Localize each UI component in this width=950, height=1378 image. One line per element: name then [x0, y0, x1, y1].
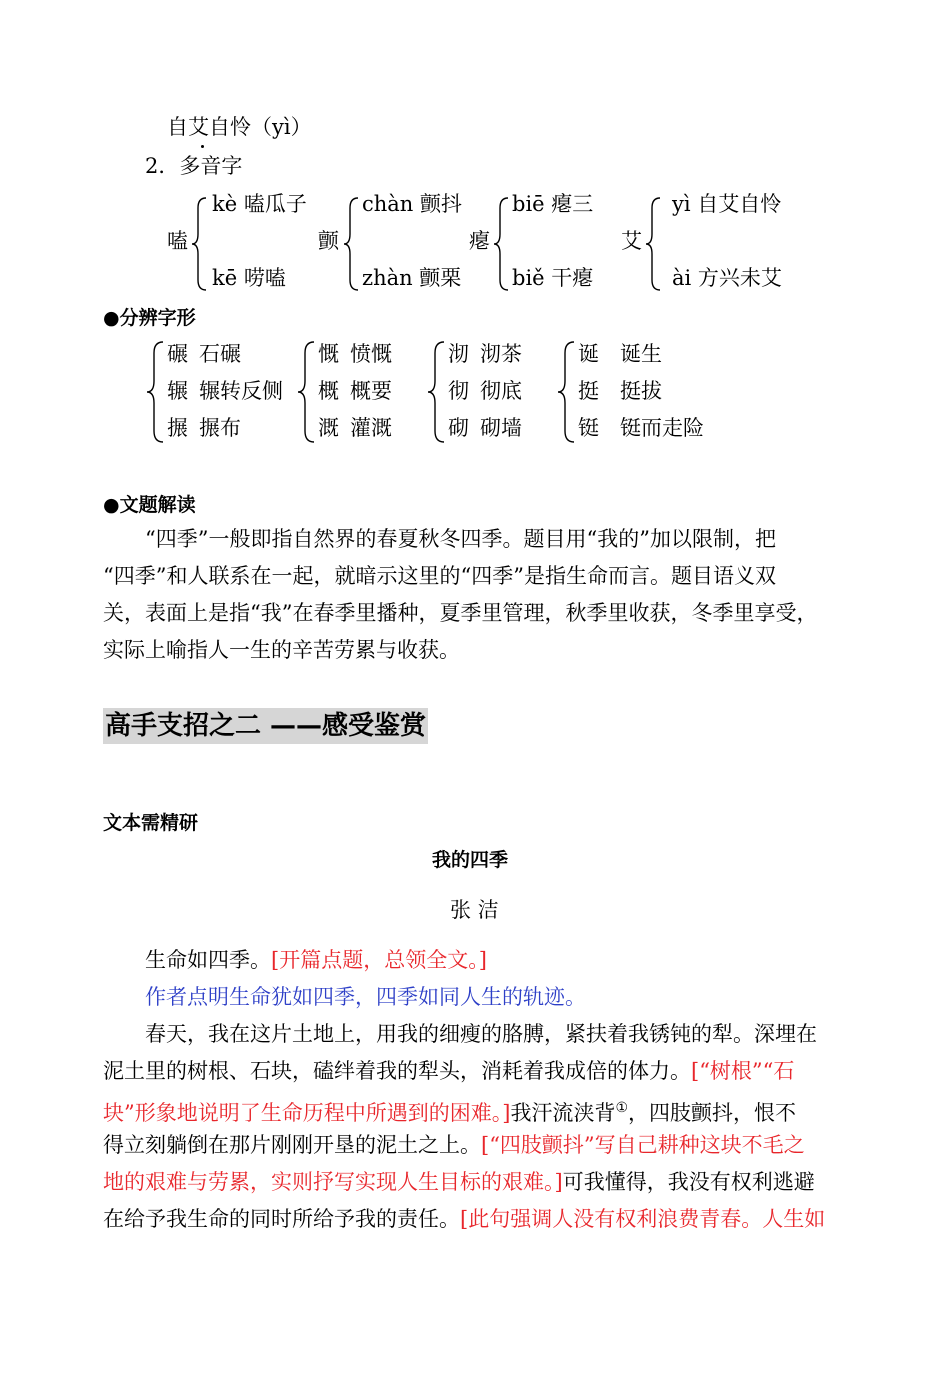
brace-icon — [556, 340, 576, 444]
emphasis-dot — [201, 145, 204, 148]
shape-char: 挺 — [578, 379, 599, 403]
text-run: 春天，我在这片土地上，用我的细瘦的胳膊，紧扶着我锈钝的犁。深埋在 — [145, 1022, 817, 1046]
footnote-marker[interactable]: ① — [615, 1100, 628, 1116]
shape-char: 辗 — [167, 379, 188, 403]
polyphone-reading: zhàn 颤栗 — [362, 266, 462, 290]
shape-word: 石碾 — [199, 342, 241, 366]
annotation-run: [开篇点题，总领全文。] — [271, 948, 487, 972]
brace-icon — [644, 196, 662, 292]
shape-word: 沏茶 — [480, 342, 522, 366]
shape-char: 搌 — [167, 416, 188, 440]
article-line — [103, 1164, 853, 1201]
shape-word: 铤而走险 — [620, 416, 704, 440]
text-run: 生命如四季。 — [145, 948, 271, 972]
shape-char: 沏 — [448, 342, 469, 366]
shape-char: 慨 — [318, 342, 339, 366]
brace-icon — [342, 196, 360, 292]
paragraph-line: 关，表面上是指“我”在春季里播种，夏季里管理，秋季里收获，冬季里享受， — [103, 601, 818, 625]
polyphone-reading: kè 嗑瓜子 — [212, 192, 307, 216]
shape-word: 挺拔 — [620, 379, 662, 403]
shape-word: 彻底 — [480, 379, 522, 403]
shape-char: 砌 — [448, 416, 469, 440]
shape-word: 灌溉 — [350, 416, 392, 440]
shape-word: 砌墙 — [480, 416, 522, 440]
text-run: 可我懂得，我没有权利逃避 — [562, 1170, 815, 1194]
article-line — [103, 1201, 853, 1238]
paragraph-line: “四季”和人联系在一起，就暗示这里的“四季”是指生命而言。题目语义双 — [103, 564, 776, 588]
polyphone-reading: chàn 颤抖 — [362, 192, 463, 216]
paragraph-line: 实际上喻指人一生的辛苦劳累与收获。 — [103, 638, 460, 662]
shape-char: 铤 — [578, 416, 599, 440]
shape-word: 诞生 — [620, 342, 662, 366]
shape-char: 诞 — [578, 342, 599, 366]
section-banner: 高手支招之二 ——感受鉴赏 — [103, 708, 428, 744]
brace-icon — [296, 340, 316, 444]
article-line — [103, 1090, 853, 1127]
brace-icon — [145, 340, 165, 444]
title-read-paragraph — [103, 521, 853, 669]
annotation-run: 地的艰难与劳累，实则抒写实现人生目标的艰难。] — [103, 1170, 563, 1194]
polyphone-char: 嗑 — [167, 229, 188, 253]
annotation-run: 块”形象地说明了生命历程中所遇到的困难。] — [103, 1101, 511, 1125]
article-line — [103, 1016, 853, 1053]
article-author: 张 洁 — [450, 898, 499, 922]
text-run: 泥土里的树根、石块，磕绊着我的犁头，消耗着我成倍的体力。 — [103, 1059, 691, 1083]
shape-char: 彻 — [448, 379, 469, 403]
shape-word: 概要 — [350, 379, 392, 403]
paragraph-line: “四季”一般即指自然界的春夏秋冬四季。题目用“我的”加以限制，把 — [145, 527, 776, 551]
section-heading-title-read: ●文题解读 — [103, 494, 196, 516]
polyphone-reading: yì 自艾自怜 — [672, 192, 782, 216]
polyphone-char: 艾 — [621, 229, 642, 253]
brace-icon — [190, 196, 208, 292]
polyphone-heading: 2．多音字 — [145, 154, 243, 178]
annotation-run: [“树根”“石 — [691, 1059, 795, 1083]
shape-char: 概 — [318, 379, 339, 403]
polyphone-char: 颤 — [318, 229, 339, 253]
annotation-run: [此句强调人没有权利浪费青春。人生如 — [460, 1207, 826, 1231]
shape-word: 搌布 — [199, 416, 241, 440]
section-heading-shape: ●分辨字形 — [103, 307, 196, 329]
shape-word: 辗转反侧 — [199, 379, 283, 403]
polyphone-char: 瘪 — [469, 229, 490, 253]
study-label: 文本需精研 — [103, 812, 199, 834]
polyphone-reading: ài 方兴未艾 — [672, 266, 782, 290]
top-line: 自艾自怜（yì） — [167, 115, 312, 139]
article-line — [103, 1053, 853, 1090]
shape-char: 溉 — [318, 416, 339, 440]
brace-icon — [492, 196, 510, 292]
shape-word: 愤慨 — [350, 342, 392, 366]
polyphone-reading: biē 瘪三 — [512, 192, 594, 216]
text-run: ，四肢颤抖，恨不 — [628, 1101, 796, 1125]
polyphone-reading: kē 唠嗑 — [212, 266, 286, 290]
article-title: 我的四季 — [432, 849, 509, 871]
article-line — [103, 942, 853, 979]
text-run: 在给予我生命的同时所给予我的责任。 — [103, 1207, 460, 1231]
polyphone-reading: biě 干瘪 — [512, 266, 594, 290]
article-line — [103, 1127, 853, 1164]
article-body — [103, 942, 853, 1238]
annotation-run: [“四肢颤抖”写自己耕种这块不毛之 — [481, 1133, 805, 1157]
article-line: 作者点明生命犹如四季，四季如同人生的轨迹。 — [145, 985, 586, 1009]
text-run: 得立刻躺倒在那片刚刚开垦的泥土之上。 — [103, 1133, 481, 1157]
text-run: 我汗流浃背 — [510, 1101, 616, 1125]
brace-icon — [426, 340, 446, 444]
shape-char: 碾 — [167, 342, 188, 366]
